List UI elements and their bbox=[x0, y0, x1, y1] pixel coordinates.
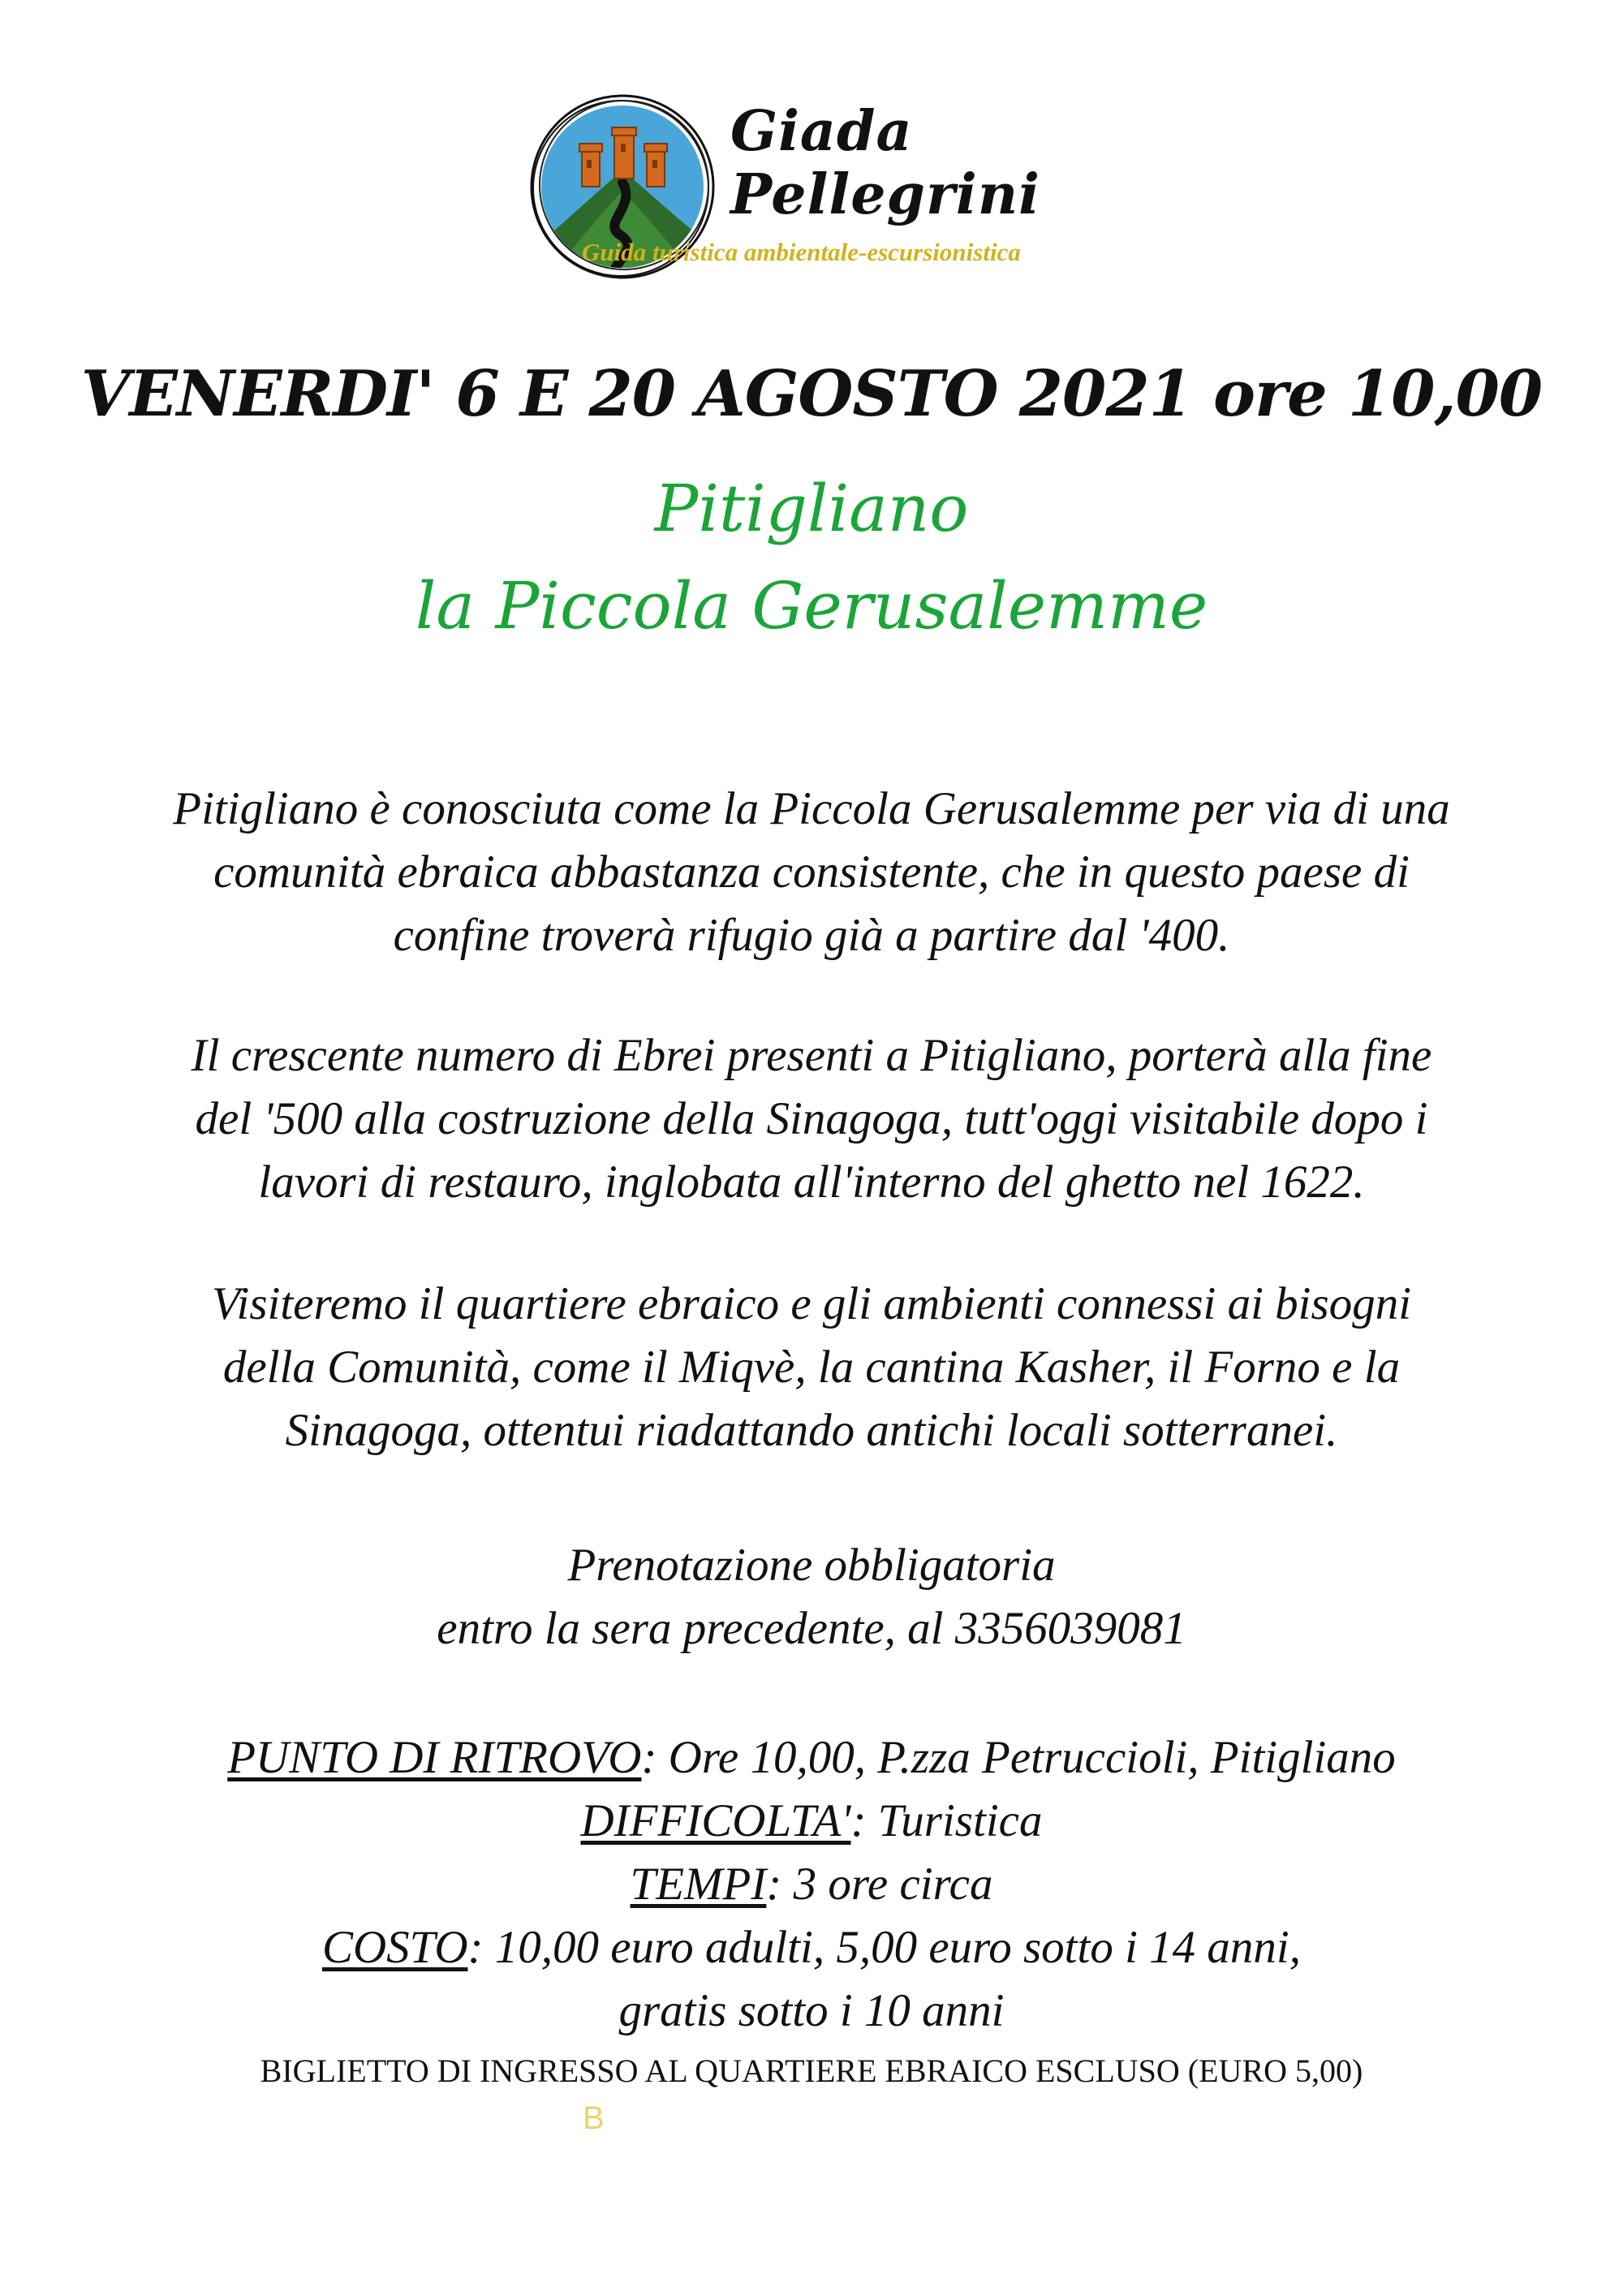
duration-label: TEMPI bbox=[630, 1859, 767, 1910]
cost-continued: gratis sotto i 10 anni bbox=[618, 1985, 1005, 2036]
event-title-line-1: Pitigliano bbox=[654, 471, 969, 546]
history-paragraph bbox=[0, 1024, 1623, 1214]
difficulty-label: DIFFICOLTA' bbox=[580, 1795, 851, 1846]
logo-name bbox=[730, 100, 1040, 226]
paragraph-line: Sinagoga, ottentui riadattando antichi locali sotterranei. bbox=[285, 1405, 1338, 1456]
intro-paragraph bbox=[0, 778, 1623, 967]
booking-line: Prenotazione obbligatoria bbox=[567, 1540, 1056, 1591]
duration bbox=[0, 1853, 1623, 1916]
event-title-line-2: la Piccola Gerusalemme bbox=[415, 568, 1208, 644]
meeting-point-value: : Ore 10,00, P.zza Petruccioli, Pitigliano bbox=[641, 1732, 1396, 1783]
difficulty bbox=[0, 1790, 1623, 1853]
paragraph-line: della Comunità, come il Miqvè, la cantina Kasher, il Forno e la bbox=[222, 1342, 1401, 1393]
ticket-note: BIGLIETTO DI INGRESSO AL QUARTIERE EBRAICO ESCLUSO (EURO 5,00) bbox=[260, 2053, 1363, 2089]
logo bbox=[523, 85, 1156, 288]
cost-value: : 10,00 euro adulti, 5,00 euro sotto i 14 anni, bbox=[467, 1922, 1302, 1973]
logo-tagline: Guida turistica ambientale-escursionistica bbox=[582, 238, 1021, 266]
meeting-point-label: PUNTO DI RITROVO bbox=[227, 1732, 642, 1783]
cost bbox=[0, 1916, 1623, 1979]
paragraph-line: Pitigliano è conosciuta come la Piccola Gerusalemme per via di una bbox=[173, 783, 1450, 834]
event-date: VENERDI' 6 E 20 AGOSTO 2021 ore 10,00 bbox=[80, 357, 1543, 431]
stray-mark: B bbox=[583, 2100, 605, 2136]
duration-value: : 3 ore circa bbox=[766, 1859, 993, 1910]
booking-phone-line: entro la sera precedente, al 3356039081 bbox=[437, 1603, 1186, 1654]
logo-name-first: Giada bbox=[730, 99, 913, 164]
paragraph-line: confine troverà rifugio già a partire dal '400. bbox=[393, 910, 1230, 961]
logo-name-last: Pellegrini bbox=[730, 162, 1040, 227]
paragraph-line: lavori di restauro, inglobata all'interno del ghetto nel 1622. bbox=[258, 1157, 1365, 1208]
paragraph-line: del '500 alla costruzione della Sinagoga, tutt'oggi visitabile dopo i bbox=[195, 1093, 1428, 1144]
paragraph-line: Visiteremo il quartiere ebraico e gli ambienti connessi ai bisogni bbox=[211, 1278, 1412, 1329]
booking-paragraph bbox=[0, 1534, 1623, 1661]
difficulty-value: : Turistica bbox=[850, 1795, 1043, 1846]
cost-label: COSTO bbox=[321, 1922, 468, 1973]
visit-paragraph bbox=[0, 1273, 1623, 1462]
paragraph-line: Il crescente numero di Ebrei presenti a Pitigliano, porterà alla fine bbox=[191, 1030, 1432, 1081]
meeting-point bbox=[0, 1726, 1623, 1790]
paragraph-line: comunità ebraica abbastanza consistente, che in questo paese di bbox=[213, 846, 1410, 898]
